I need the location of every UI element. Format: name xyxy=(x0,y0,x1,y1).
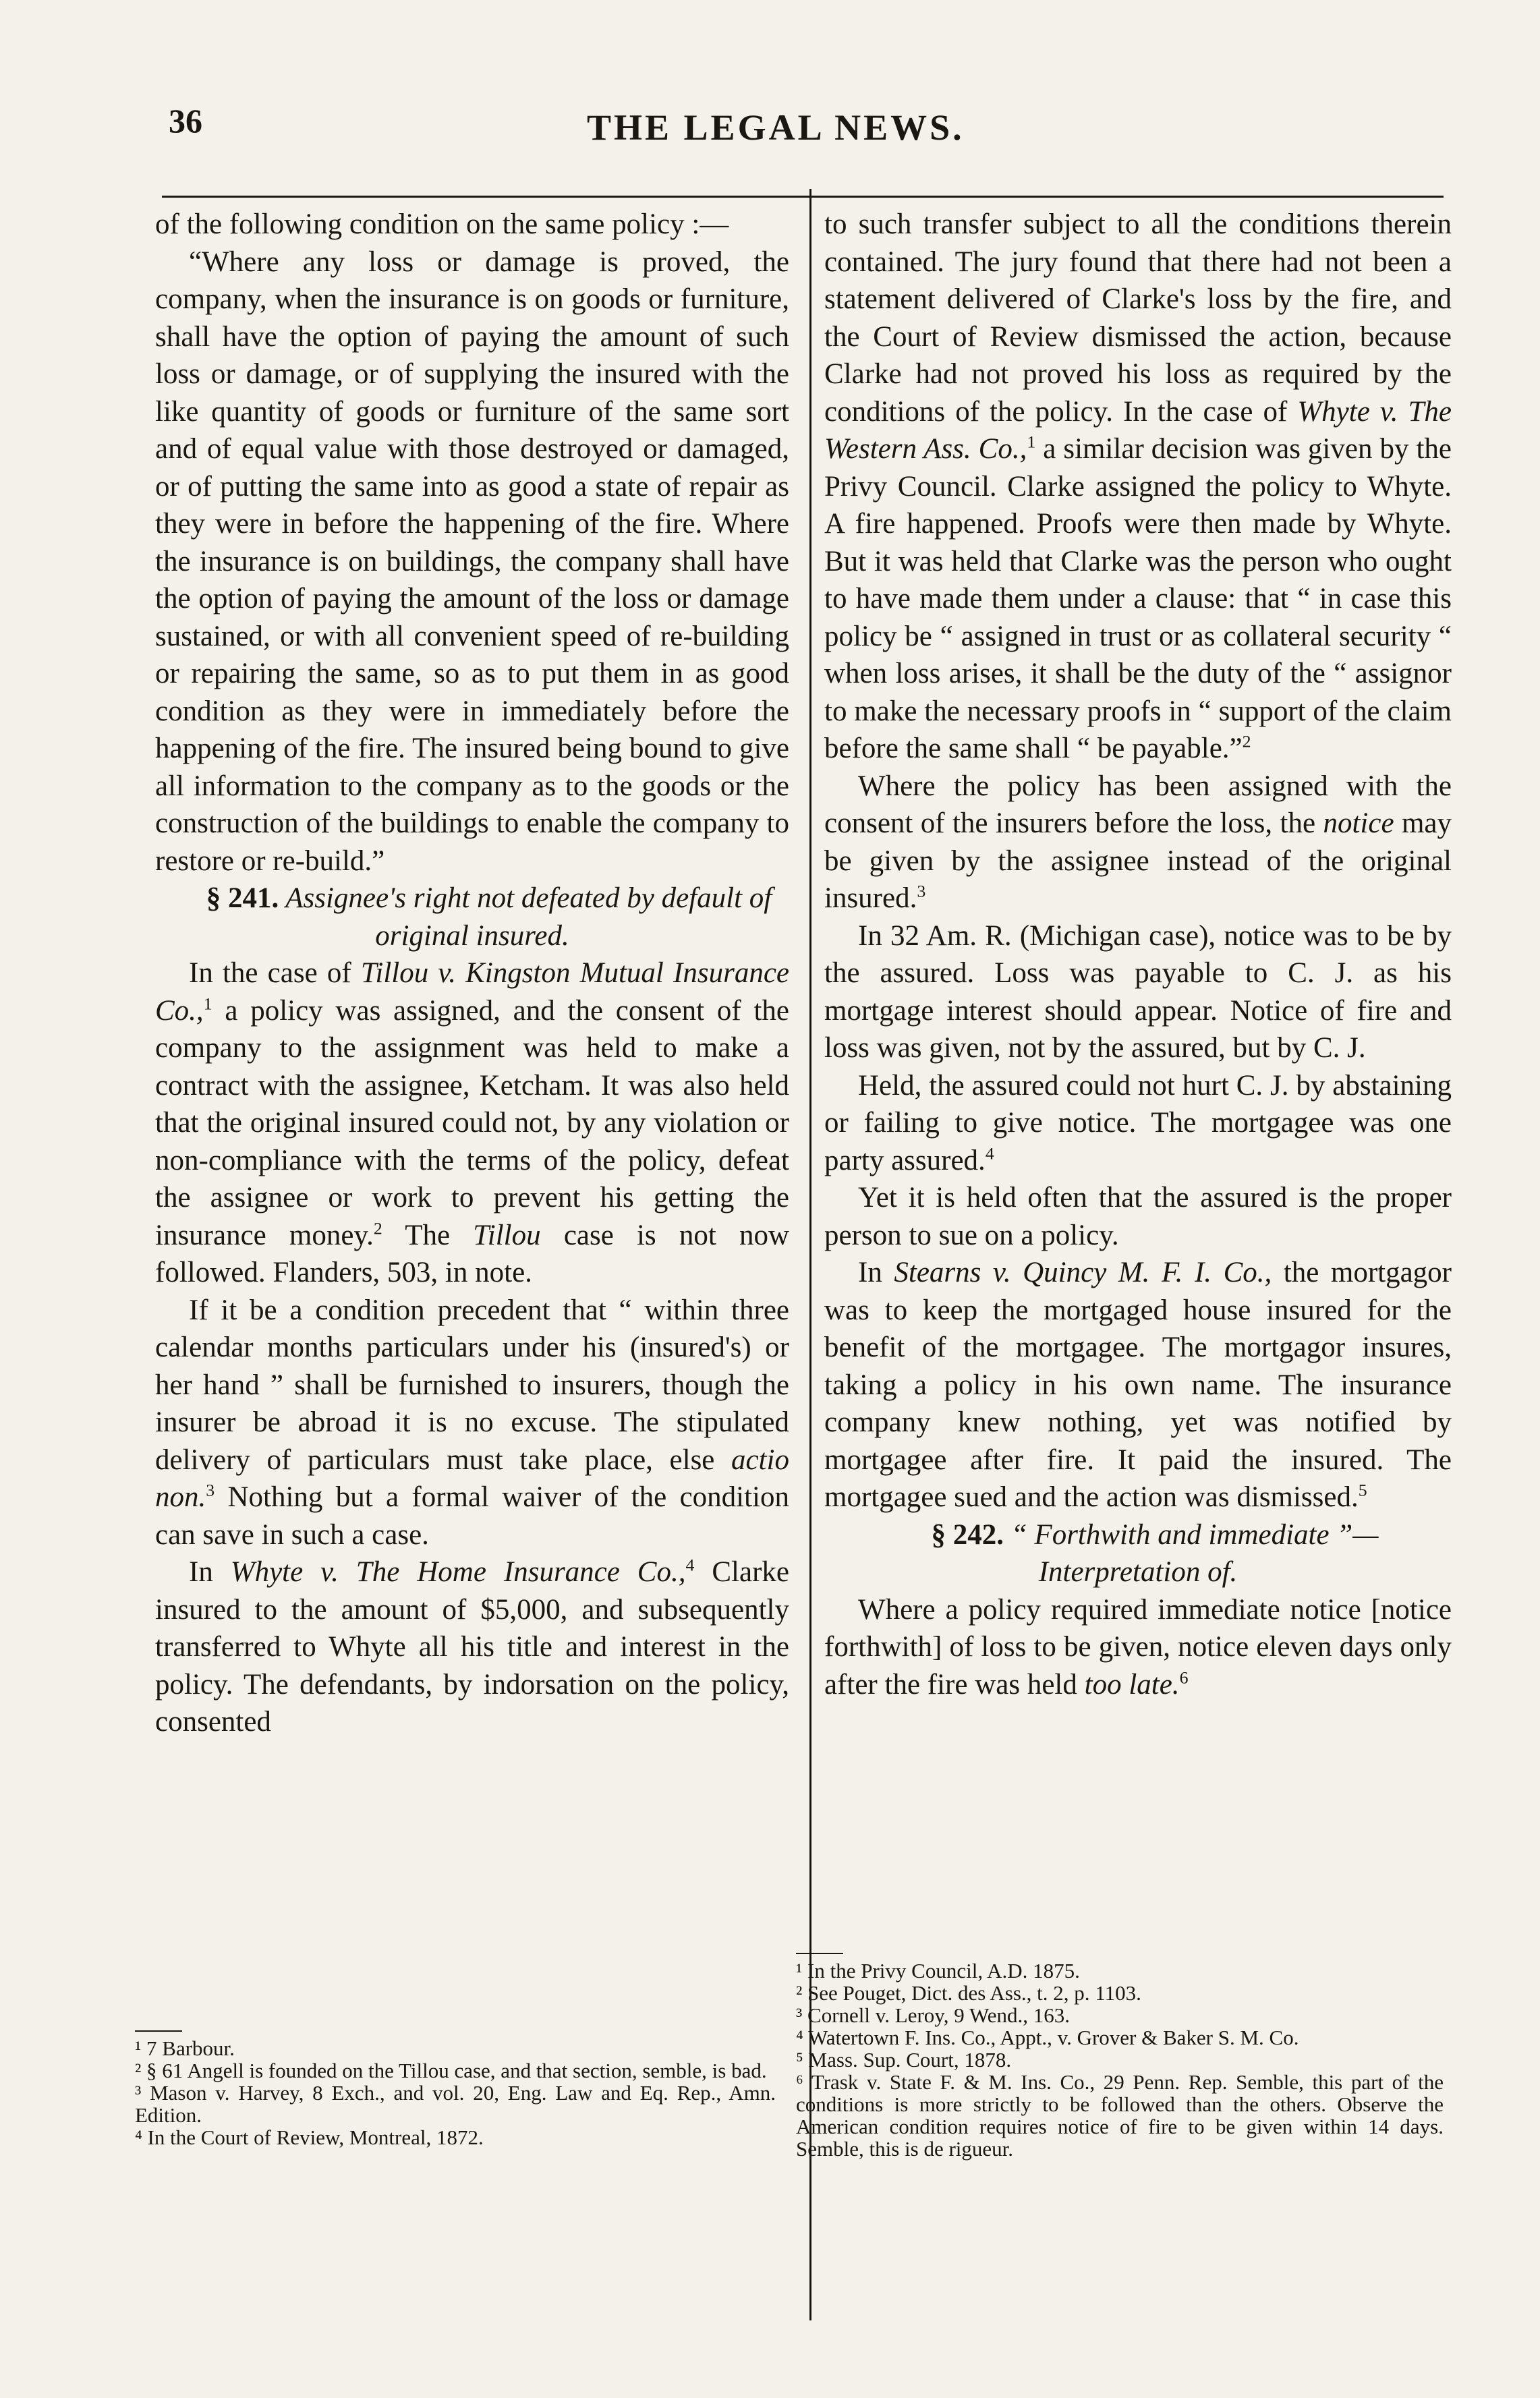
section-number: § 241. xyxy=(206,882,279,914)
text: In xyxy=(858,1257,894,1288)
paragraph xyxy=(824,206,1452,768)
case-name: Tillou v. Kingston Mutual Insurance Co., xyxy=(155,957,789,1027)
text: to such transfer subject to all the conditions therein contained. The jury found that there had not been a statement delivered of Clarke's loss by the fire, and the Court of Review dismissed the action, because Clarke had not proved his loss as required by the conditions of the policy. In the case of xyxy=(824,208,1452,428)
quoted-condition: “Where any loss or damage is proved, the company, when the insurance is on goods or furniture, shall have the option of paying the amount of such loss or damage, or of supplying the insured with the like quantity of goods or furniture of the same sort and of equal value with those destroyed or damaged, or of putting the same into as good a state of repair as they were in before the happening of the fire. Where the insurance is on buildings, the company shall have the option of paying the amount of the loss or damage sustained, or with all convenient speed of re-building or repairing the same, so as to put them in as good condition as they were in immediately before the happening of the fire. The insured being bound to give all information to the company as to the goods or the construction of the buildings to enable the company to restore or re-build.” xyxy=(155,246,789,877)
footnote-ref: 6 xyxy=(1179,1667,1189,1688)
text: Where the policy has been assigned with the consent of the insurers before the loss, the xyxy=(824,770,1452,839)
footnotes-left xyxy=(135,2030,776,2148)
footnote: ³ Cornell v. Leroy, 9 Wend., 163. xyxy=(796,2003,1070,2027)
footnote: ⁵ Mass. Sup. Court, 1878. xyxy=(796,2048,1012,2072)
section-number: § 242. xyxy=(931,1518,1004,1551)
footnotes-right xyxy=(796,1953,1444,2160)
footnote-rule xyxy=(135,2030,182,2032)
section-242-heading xyxy=(824,1516,1452,1591)
case-name: Whyte v. The Home Insurance Co., xyxy=(230,1556,686,1588)
footnote-rule xyxy=(796,1953,843,1954)
text: the mortgagor was to keep the mortgaged house insured for the benefit of the mortgagee. The mortgagor insures, taking a policy in his own name. The insurance company knew nothing, yet was notified by mortgagee after fire. It paid the insured. The mortgagee sued and the action was dismissed. xyxy=(824,1257,1452,1513)
case-name: Stearns v. Quincy M. F. I. Co., xyxy=(894,1257,1272,1288)
left-column xyxy=(155,206,789,1741)
text: If it be a condition precedent that “ within three calendar months particulars under his (insured's) or her hand ” shall be furnished to insurers, though the insurer be abroad it is no excuse. The stipulated delivery of particulars must take place, else xyxy=(155,1294,789,1476)
case-name: Whyte v. The Western Ass. Co., xyxy=(824,395,1452,465)
text: Where a policy required immediate notice [notice forthwith] of loss to be given, notice eleven days only after the fire was held xyxy=(824,1593,1452,1701)
footnote: ⁴ Watertown F. Ins. Co., Appt., v. Grover & Baker S. M. Co. xyxy=(796,2026,1299,2049)
paragraph xyxy=(155,954,789,1292)
paragraph xyxy=(824,1254,1452,1516)
footnote-ref: 2 xyxy=(373,1218,382,1238)
footnote-ref: 4 xyxy=(985,1143,994,1164)
paragraph xyxy=(155,1553,789,1741)
text: may be given by the assignee instead of the original insured. xyxy=(824,807,1452,914)
footnote-ref: 1 xyxy=(1027,432,1036,452)
running-head: THE LEGAL NEWS. xyxy=(587,107,965,148)
footnote-ref: 3 xyxy=(206,1480,215,1500)
text: a similar decision was given by the Privy Council. Clarke assigned the policy to Whyte. A fire happened. Proofs were then made by Whyte. But it was held that Clarke was the person who ought to have made them under a clause: that “ in case this policy be “ assigned in trust or as collateral security “ when loss arises, it shall be the duty of the “ assignor to make the necessary proofs in “ support of the claim before the same shall “ be payable.” xyxy=(824,433,1452,764)
footnote: ² See Pouget, Dict. des Ass., t. 2, p. 1103. xyxy=(796,1981,1141,2005)
section-title: Assignee's right not defeated by default of original insured. xyxy=(285,882,772,952)
text: case is not now followed. Flanders, 503, in note. xyxy=(155,1219,789,1288)
paragraph xyxy=(155,1292,789,1554)
footnote: ⁶ Trask v. State F. & M. Ins. Co., 29 Penn. Rep. Semble, this part of the conditions is more strictly to be followed than the others. Observe the American condition requires notice of fire to be given within 14 days. Semble, this is de rigueur. xyxy=(796,2070,1444,2161)
text: In xyxy=(189,1556,231,1588)
emphasis: too late. xyxy=(1084,1668,1180,1701)
right-column xyxy=(824,206,1452,1703)
text: a policy was assigned, and the consent of the company to the assignment was held to make a contract with the assignee, Ketcham. It was also held that the original insured could not, by any violation or non-compliance with the terms of the policy, defeat the assignee or work to prevent his getting the insurance money. xyxy=(155,994,789,1251)
header-rule xyxy=(162,196,1444,198)
case-name: Tillou xyxy=(473,1219,541,1251)
text: Held, the assured could not hurt C. J. by abstaining or failing to give notice. The mortgagee was one party assured. xyxy=(824,1069,1452,1176)
text: The xyxy=(382,1219,474,1251)
emphasis: notice xyxy=(1323,807,1394,839)
paragraph: In 32 Am. R. (Michigan case), notice was to be by the assured. Loss was payable to C. J. as his mortgage interest should appear. Notice of fire and loss was given, not by the assured, but by C. J. xyxy=(824,919,1452,1064)
text: In the case of xyxy=(189,957,361,989)
footnote-ref: 5 xyxy=(1358,1480,1367,1500)
paragraph xyxy=(824,768,1452,917)
footnote: ¹ In the Privy Council, A.D. 1875. xyxy=(796,1959,1080,1982)
latin-term: actio non. xyxy=(155,1444,789,1513)
footnote-ref: 3 xyxy=(917,881,926,901)
footnote-ref: 4 xyxy=(685,1555,695,1575)
text: Nothing but a formal waiver of the condition can save in such a case. xyxy=(155,1481,789,1551)
paragraph xyxy=(824,1067,1452,1180)
paragraph: of the following condition on the same policy :— xyxy=(155,208,729,240)
paragraph xyxy=(824,1591,1452,1704)
footnote-ref: 1 xyxy=(203,994,212,1014)
footnote: ² § 61 Angell is founded on the Tillou case, and that section, semble, is bad. xyxy=(135,2059,767,2082)
footnote: ⁴ In the Court of Review, Montreal, 1872. xyxy=(135,2125,484,2149)
text: Clarke insured to the amount of $5,000, and subsequently transferred to Whyte all his title and interest in the policy. The defendants, by indorsation on the policy, consented xyxy=(155,1556,789,1738)
section-241-heading xyxy=(155,880,789,954)
section-title: “ Forthwith and immediate ”—Interpretation of. xyxy=(1010,1518,1379,1588)
footnote: ³ Mason v. Harvey, 8 Exch., and vol. 20, Eng. Law and Eq. Rep., Amn. Edition. xyxy=(135,2081,776,2127)
paragraph: Yet it is held often that the assured is the proper person to sue on a policy. xyxy=(824,1182,1452,1251)
footnote-ref: 2 xyxy=(1242,731,1251,751)
footnote: ¹ 7 Barbour. xyxy=(135,2036,235,2060)
page-number: 36 xyxy=(169,102,202,140)
